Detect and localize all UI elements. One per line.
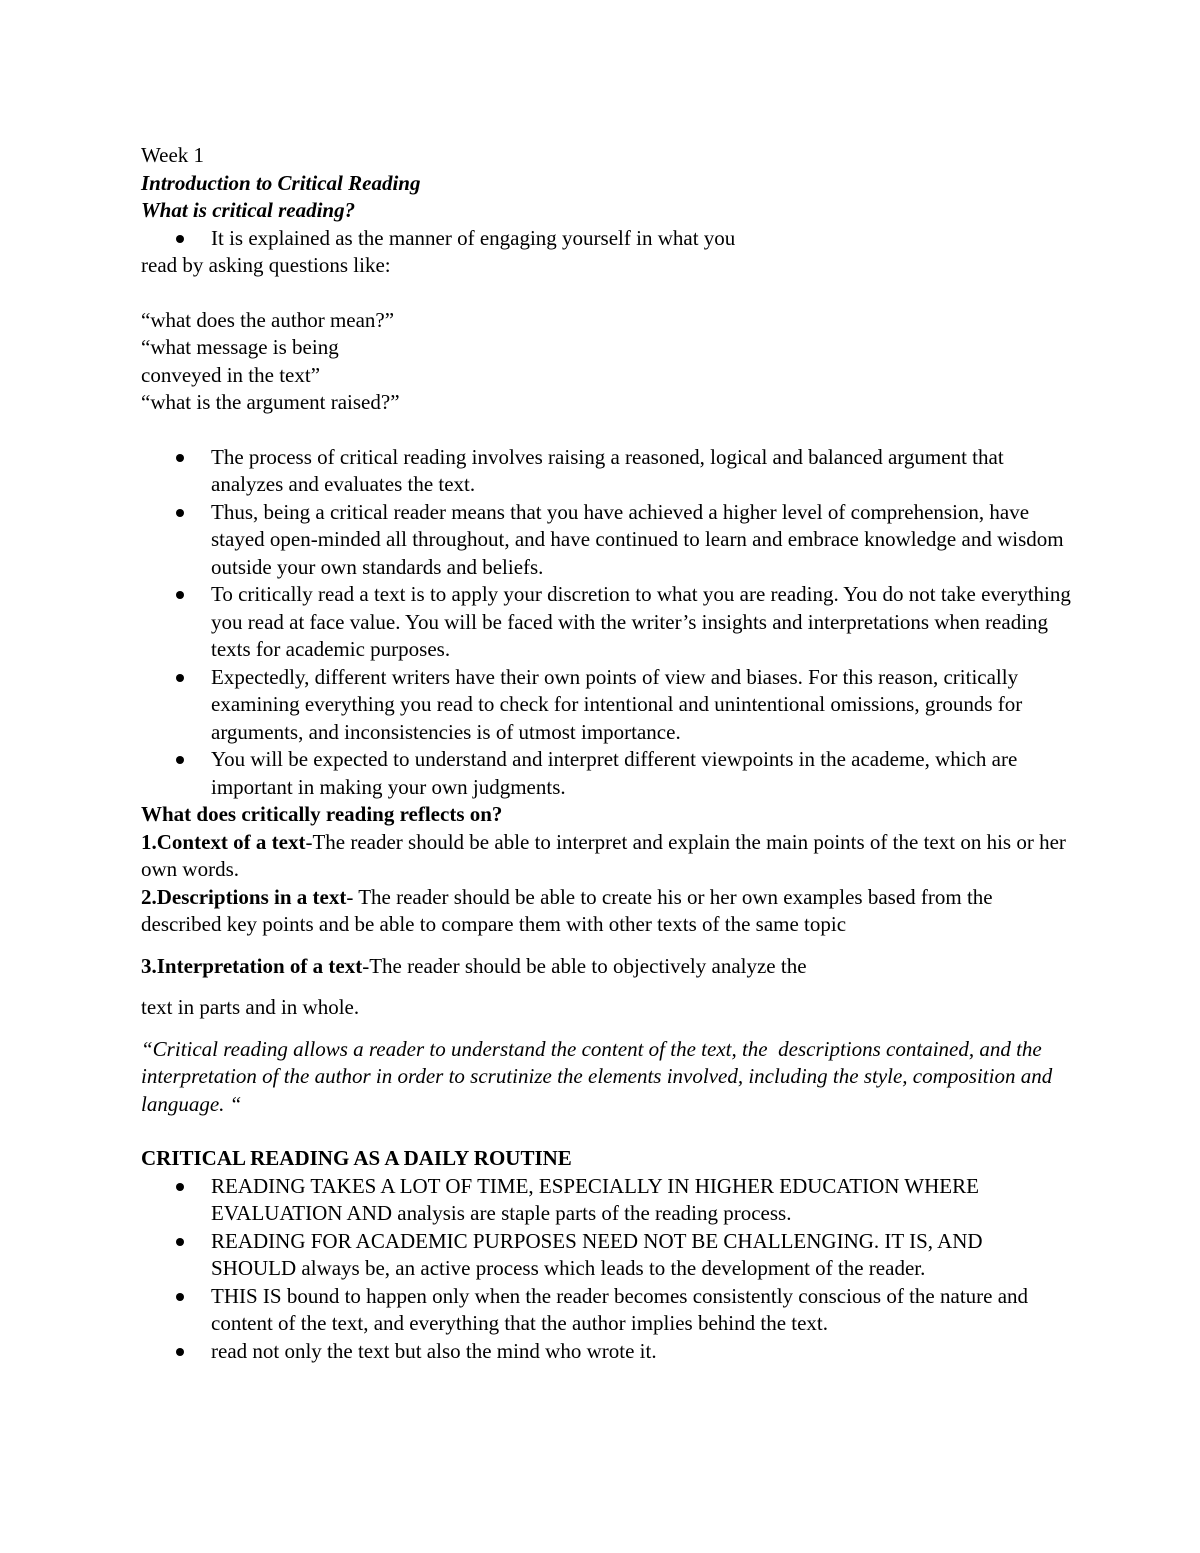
list-item: [141, 1283, 1071, 1338]
bullet-icon: [176, 1183, 184, 1191]
point-heading: 1.Context of a text: [141, 829, 306, 854]
list-item-text: read not only the text but also the mind who wrote it.: [211, 1338, 657, 1363]
question-line: conveyed in the text”: [141, 362, 321, 387]
list-item: [141, 1338, 1071, 1366]
intro-bullet-text: It is explained as the manner of engaging yourself in what you: [211, 225, 736, 250]
list-item-text: Thus, being a critical reader means that you have achieved a higher level of comprehension, have stayed open-minded all throughout, and have continued to learn and embrace knowledge and wisdom outside your own standards and beliefs.: [211, 499, 1064, 579]
document-body: [141, 142, 1071, 1365]
point-body: -The reader should be able to objectively analyze the: [362, 953, 807, 978]
list-item-text: The process of critical reading involves raising a reasoned, logical and balanced argument that analyzes and evaluates the text.: [211, 444, 1004, 496]
bullet-icon: [176, 1293, 184, 1301]
list-item-text: You will be expected to understand and interpret different viewpoints in the academe, which are important in making your own judgments.: [211, 747, 1018, 799]
bullet-icon: [176, 591, 184, 599]
list-item: [141, 1228, 1071, 1283]
point-descriptions: [141, 884, 1071, 939]
question-line: “what message is being: [141, 335, 339, 359]
list-item: [141, 746, 1071, 801]
week-label: Week 1: [141, 143, 205, 167]
list-item-text: To critically read a text is to apply your discretion to what you are reading. You do not take everything you read at face value. You will be faced with the writer’s insights and interpretations when reading texts for academic purposes.: [211, 582, 1071, 661]
list-item-text: THIS IS bound to happen only when the reader becomes consistently conscious of the nature and content of the text, and everything that the author implies behind the text.: [211, 1283, 1029, 1335]
point-interpretation: [141, 953, 1071, 981]
question-line: “what does the author mean?”: [141, 307, 395, 332]
intro-continuation: read by asking questions like:: [141, 253, 391, 277]
routine-bullets: [141, 1173, 1071, 1366]
list-item-text: Expectedly, different writers have their own points of view and biases. For this reason, critically examining everything you read to check for intentional and unintentional omissions, grounds for arguments, and inconsistencies is of utmost importance.: [211, 664, 1023, 744]
section-question-reflects: What does critically reading reflects on?: [141, 802, 503, 826]
bullet-icon: [176, 756, 184, 764]
bullet-icon: [176, 674, 184, 682]
section-question-what-is: What is critical reading?: [141, 198, 356, 222]
question-line: “what is the argument raised?”: [141, 390, 400, 414]
list-item: [141, 664, 1071, 747]
bullet-icon: [176, 1348, 184, 1356]
document-title: Introduction to Critical Reading: [141, 170, 421, 195]
point-body: -The reader should be able to interpret and explain the main points of the text on his or her own words.: [141, 829, 1072, 881]
list-item-text: READING FOR ACADEMIC PURPOSES NEED NOT BE CHALLENGING. IT IS, AND SHOULD always be, an active process which leads to the development of the reader.: [211, 1228, 983, 1280]
point-heading: 3.Interpretation of a text: [141, 953, 363, 978]
list-item: [141, 499, 1071, 582]
quote-block: “Critical reading allows a reader to understand the content of the text, the descriptions contained, and the interpretation of the author in order to scrutinize the elements involved, including the style, composition and language. “: [141, 1036, 1058, 1116]
bullet-icon: [176, 235, 184, 243]
intro-bullet: [141, 225, 1071, 253]
list-item: [141, 1173, 1071, 1228]
list-item: [141, 444, 1071, 499]
point-body: - The reader should be able to create his or her own examples based from the described key points and be able to compare them with other texts of the same topic: [141, 884, 998, 936]
list-item-text: READING TAKES A LOT OF TIME, ESPECIALLY IN HIGHER EDUCATION WHERE EVALUATION AND analysis are staple parts of the reading process.: [211, 1173, 979, 1225]
bullet-icon: [176, 1238, 184, 1246]
point-heading: 2.Descriptions in a text: [141, 884, 347, 909]
list-item: [141, 581, 1071, 664]
bullet-icon: [176, 509, 184, 517]
routine-heading: CRITICAL READING AS A DAILY ROUTINE: [141, 1146, 572, 1170]
critical-reading-bullets: [141, 444, 1071, 802]
point-context: [141, 829, 1071, 884]
point-interpretation-continuation: text in parts and in whole.: [141, 995, 360, 1019]
bullet-icon: [176, 454, 184, 462]
